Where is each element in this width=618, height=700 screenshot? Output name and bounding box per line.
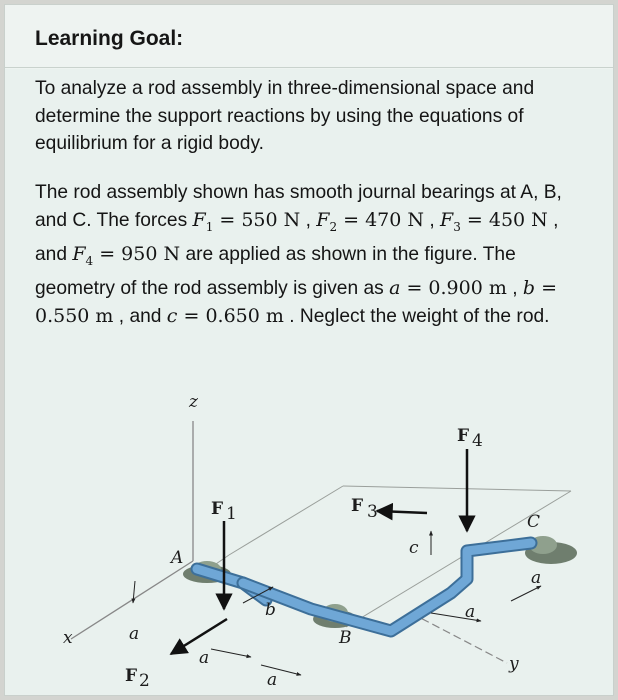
- heading-band: [5, 5, 613, 69]
- c-symbol: c: [166, 304, 178, 327]
- F2-subscript: 2: [329, 219, 338, 234]
- rod: [197, 543, 531, 631]
- sep-3: , and: [35, 209, 559, 265]
- F2-label-subscript: 2: [139, 671, 150, 691]
- dim-b: b: [265, 600, 276, 620]
- point-A-label: A: [171, 548, 184, 568]
- F3-label: F: [351, 496, 364, 516]
- construction-lines: [197, 486, 571, 627]
- learning-goal-text: To analyze a rod assembly in three-dimensional space and determine the support reactions by using the equations of equilibrium for a rigid body.: [35, 78, 535, 154]
- divider: [5, 67, 613, 68]
- learning-goal-title: Learning Goal:: [35, 27, 184, 50]
- F3-label-subscript: 3: [367, 502, 378, 522]
- b-value: = 0.550 m: [35, 277, 557, 327]
- F3-arrow: [377, 511, 427, 513]
- F3-symbol: F: [440, 208, 454, 231]
- F4-label-subscript: 4: [472, 431, 483, 451]
- F4-symbol: F: [72, 242, 86, 265]
- problem-text-3: . Neglect the weight of the rod.: [283, 305, 550, 327]
- b-symbol: b: [522, 277, 536, 300]
- F2-symbol: F: [316, 208, 330, 231]
- a-value: = 0.900 m: [400, 277, 507, 300]
- z-axis-label: z: [189, 392, 198, 412]
- dim-a-3: a: [267, 670, 278, 690]
- rod-assembly-figure: [11, 381, 611, 695]
- F3-subscript: 3: [453, 219, 461, 234]
- F2-value: = 470 N: [337, 208, 425, 231]
- problem-text-1: The rod assembly shown has smooth journal bearings at A, B, and C. The forces: [35, 182, 562, 231]
- problem-card: [4, 4, 614, 696]
- dim-a-1: a: [129, 624, 140, 644]
- F1-value: = 550 N: [213, 208, 301, 231]
- point-B-label: B: [339, 628, 352, 648]
- F1-symbol: F: [192, 208, 206, 231]
- sep-1: ,: [300, 209, 317, 231]
- F1-subscript: 1: [205, 219, 214, 234]
- F1-label: F: [211, 499, 224, 519]
- y-axis-label: y: [509, 654, 519, 674]
- F4-value: = 950 N: [93, 242, 181, 265]
- F2-label: F: [125, 666, 138, 686]
- dim-a-2: a: [199, 648, 210, 668]
- F4-subscript: 4: [85, 253, 94, 268]
- y-axis: [411, 613, 507, 663]
- F4-label: F: [457, 426, 470, 446]
- dim-a-5: a: [531, 568, 542, 588]
- dim-c: c: [409, 538, 419, 558]
- problem-text-2: are applied as shown in the figure. The geometry of the rod assembly is given as: [35, 243, 516, 300]
- c-value: = 0.650 m: [177, 304, 284, 327]
- sep-2: ,: [424, 209, 441, 231]
- dim-a-4: a: [465, 602, 476, 622]
- sep-5: ,: [506, 278, 523, 300]
- x-axis-label: x: [63, 628, 73, 648]
- point-C-label: C: [527, 512, 541, 532]
- sep-6: , and: [113, 305, 167, 327]
- F3-value: = 450 N: [460, 208, 548, 231]
- a-symbol: a: [389, 277, 401, 300]
- problem-statement: [35, 179, 595, 330]
- F1-label-subscript: 1: [226, 504, 237, 524]
